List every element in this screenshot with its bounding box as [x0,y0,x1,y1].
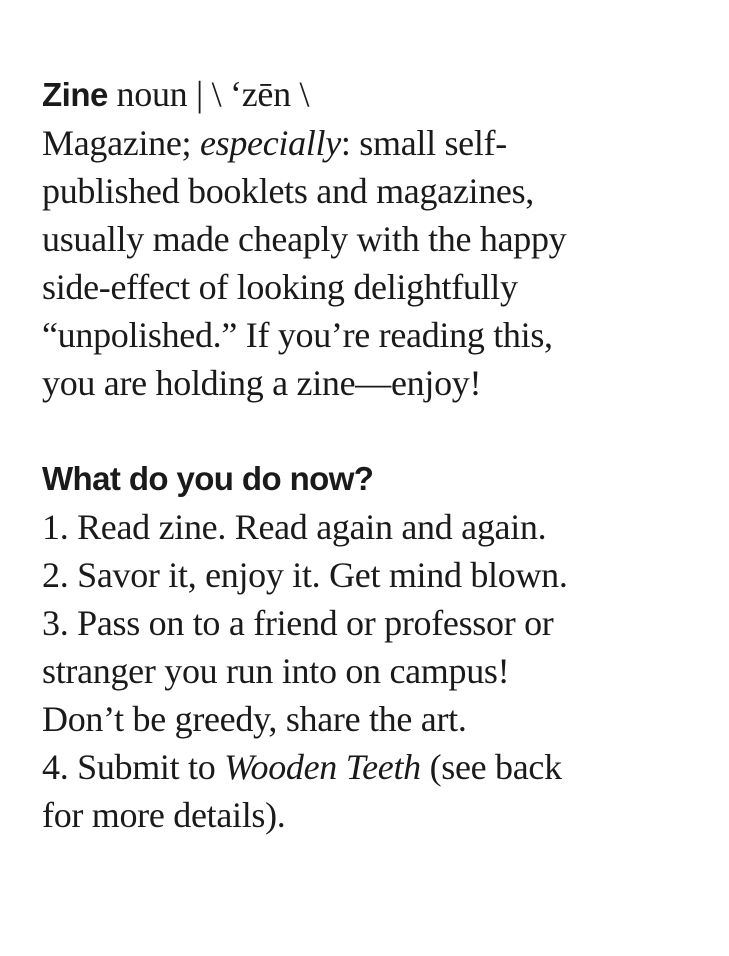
part-of-speech-pronunciation: noun | \ ‘zēn \ [107,74,310,114]
instruction-line: for more details). [42,795,286,835]
section-heading: What do you do now? [42,460,374,497]
submit-text: 4. Submit to [42,747,225,787]
definition-line: published booklets and magazines, [42,171,534,211]
zine-title: Wooden Teeth [224,747,421,787]
section-spacer [42,407,702,455]
definition-line: “unpolished.” If you’re reading this, [42,315,553,355]
instruction-line: 2. Savor it, enjoy it. Get mind blown. [42,555,568,595]
headword: Zine [42,76,108,113]
definition-line: usually made cheaply with the happy [42,219,567,259]
instructions-block [42,455,702,839]
zine-page [42,70,702,839]
instruction-line: 3. Pass on to a friend or professor or [42,603,554,643]
sense-text: Magazine; [42,123,200,163]
definition-line: side-effect of looking delightfully [42,267,518,307]
instruction-line: 1. Read zine. Read again and again. [42,507,547,547]
sense-text-continued: : small self- [340,123,507,163]
definition-sense-line [42,119,702,167]
instruction-line-submit [42,743,702,791]
sense-emphasis: especially [199,123,341,163]
definition-title-line [42,70,702,119]
definition-line: you are holding a zine—enjoy! [42,363,482,403]
definition-block [42,70,702,407]
instruction-line: stranger you run into on campus! [42,651,510,691]
instruction-line: Don’t be greedy, share the art. [42,699,467,739]
submit-text-continued: (see back [420,747,562,787]
